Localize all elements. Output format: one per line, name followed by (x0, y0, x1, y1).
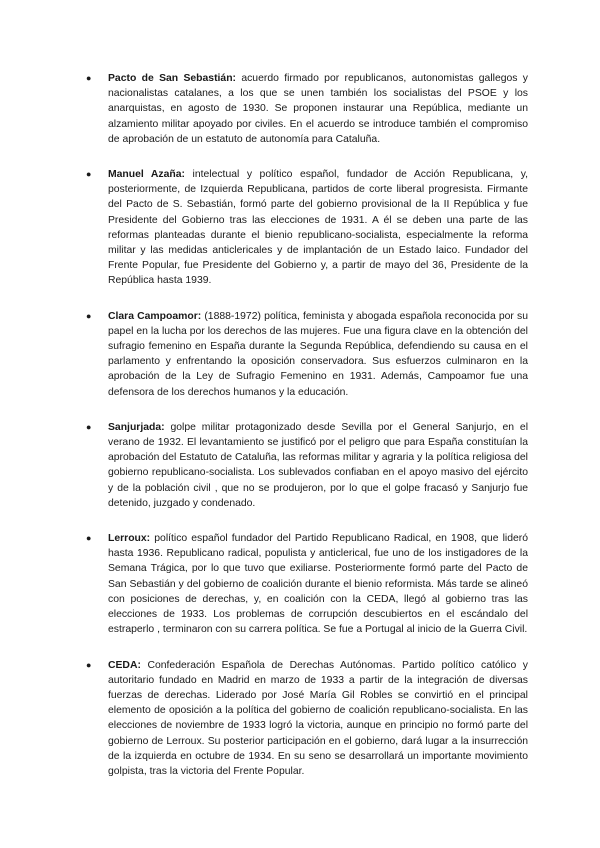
entry-term: Clara Campoamor: (108, 310, 202, 322)
bullet-icon: ● (86, 533, 92, 544)
list-item-pacto-san-sebastian (86, 71, 528, 147)
list-item-clara-campoamor (86, 309, 528, 400)
entry-term: Pacto de San Sebastián: (108, 73, 236, 84)
entry-term: Manuel Azaña: (108, 169, 185, 181)
bullet-icon: ● (86, 73, 92, 83)
entry-term: Sanjurjada: (108, 421, 165, 433)
entry-text: (1888-1972) política, feminista y abogada española reconocida por su papel en la lucha por los derechos de las mujeres. Fue una figura clave en la obtención del sufragio femenino en España durante la Segunda República, defendiendo su causa en el parlamento y enfrentando la oposición conservadora. Sus esfuerzos culminaron en la aprobación de la Ley de Sufragio Femenino en 1931. Además, Campoamor fue una defensora de los derechos humanos y la educación. (108, 310, 528, 398)
entry-text: acuerdo firmado por republicanos, autonomistas gallegos y nacionalistas catalanes, a los que se unen también los socialistas del PSOE y los anarquistas, en agosto de 1930. Se proponen instaurar una República, mediante un alzamiento militar apoyado por civiles. En el acuerdo se introduce también el compromiso de aprobación de un estatuto de autonomía para Cataluña. (108, 73, 528, 145)
entry-text: Confederación Española de Derechas Autónomas. Partido político católico y autoritario fundado en Madrid en marzo de 1933 a partir de la integración de diversas fuerzas de derechas. Liderado por José María Gil Robles se convirtió en el principal elemento de oposición a la política del gobierno de coalición republicano-socialista. En las elecciones de noviembre de 1933 logró la victoria, aunque en principio no formó parte del gobierno de Lerroux. Su posterior participación en el gobierno, dará lugar a la insurrección de la izquierda en octubre de 1934. En su seno se desarrollará un importante movimiento golpista, tras la victoria del Frente Popular. (108, 659, 528, 777)
glossary-list (86, 71, 528, 799)
list-item-manuel-azana (86, 167, 528, 289)
bullet-icon: ● (86, 421, 92, 432)
bullet-icon: ● (86, 659, 92, 670)
list-item-ceda (86, 658, 528, 780)
entry-term: CEDA: (108, 659, 141, 671)
entry-text: intelectual y político español, fundador de Acción Republicana, y, posteriormente, de Izquierda Republicana, partidos de corte liberal progresista. Firmante del Pacto de S. Sebastián, formó parte del gobierno provisional de la II República y fue Presidente del Gobierno tras las elecciones de 1931. A él se deben una parte de las reformas planteadas durante el bienio republicano-socialista, especialmente la reforma militar y las medidas anticlericales y de implantación de un Estado laico. Fundador del Frente Popular, fue Presidente del Gobierno y, a partir de mayo del 36, Presidente de la República hasta 1939. (108, 169, 529, 287)
entry-text: golpe militar protagonizado desde Sevilla por el General Sanjurjo, en el verano de 1932. El levantamiento se justificó por el peligro que para España constituían la aprobación del Estatuto de Cataluña, las reformas militar y agraria y la política religiosa del gobierno republicano-socialista. Los sublevados confiaban en el apoyo masivo del ejército y de la población civil , que no se produjeron, por lo que el golpe fracasó y Sanjurjo fue detenido, juzgado y condenado. (108, 421, 528, 509)
list-item-lerroux (86, 531, 528, 637)
bullet-icon: ● (86, 169, 92, 180)
list-item-sanjurjada (86, 420, 528, 511)
entry-text: político español fundador del Partido Republicano Radical, en 1908, que lideró hasta 1936. Republicano radical, populista y anticlerical, fue uno de los instigadores de la Semana Trágica, por lo que tuvo que exiliarse. Posteriormente formó parte del Pacto de San Sebastián y del gobierno de coalición durante el bienio reformista. Más tarde se alineó con posiciones de derechas, y, en coalición con la CEDA, llegó al gobierno tras las elecciones de 1933. Los problemas de corrupción descubiertos en el escándalo del estraperlo , terminaron con su carrera política. Se fue a Portugal al inicio de la Guerra Civil. (108, 533, 528, 636)
bullet-icon: ● (86, 310, 92, 321)
entry-term: Lerroux: (108, 533, 151, 545)
